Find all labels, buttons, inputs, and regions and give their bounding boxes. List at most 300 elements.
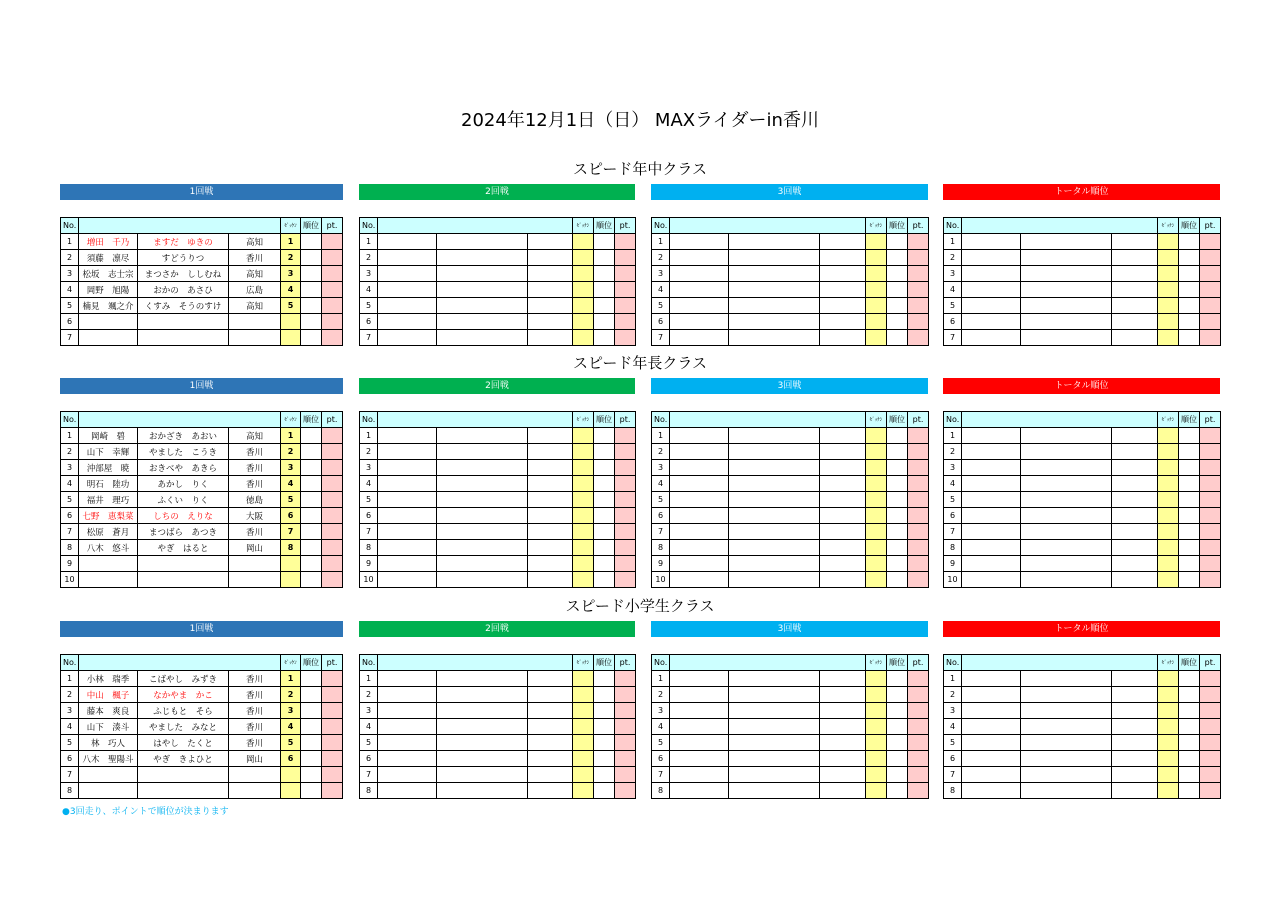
racer-kana: はやし たくと: [138, 735, 229, 751]
table-row: [61, 524, 343, 540]
racer-name: [670, 524, 729, 540]
racer-prefecture: 広島: [229, 282, 281, 298]
racer-name: [962, 444, 1021, 460]
racer-kana: [437, 492, 528, 508]
racer-name: [378, 556, 437, 572]
table-row: [944, 687, 1221, 703]
table-header: [652, 412, 929, 428]
bib-number: [573, 444, 594, 460]
table-row: [944, 282, 1221, 298]
round-1-table: [60, 411, 343, 588]
header-rank: 順位: [1179, 412, 1200, 428]
points-cell: [615, 314, 636, 330]
points-cell: [1200, 508, 1221, 524]
bib-number: [1158, 703, 1179, 719]
rank-cell: [301, 719, 322, 735]
rank-cell: [1179, 428, 1200, 444]
rank-cell: [887, 314, 908, 330]
table-row: [61, 508, 343, 524]
racer-name: [962, 735, 1021, 751]
rank-cell: [594, 234, 615, 250]
racer-name: [962, 524, 1021, 540]
row-number: 10: [944, 572, 962, 588]
points-cell: [615, 492, 636, 508]
racer-prefecture: 香川: [229, 444, 281, 460]
row-number: 7: [61, 524, 79, 540]
points-cell: [322, 266, 343, 282]
row-number: 4: [61, 719, 79, 735]
racer-prefecture: [1112, 572, 1158, 588]
header-rank: 順位: [594, 412, 615, 428]
total-rank-table: [943, 411, 1221, 588]
bib-number: [573, 751, 594, 767]
points-cell: [615, 556, 636, 572]
racer-name: [962, 671, 1021, 687]
racer-name: 山下 湊斗: [79, 719, 138, 735]
header-zekken: ｾﾞｯｹﾝ: [573, 412, 594, 428]
racer-kana: [729, 703, 820, 719]
racer-kana: くすみ そうのすけ: [138, 298, 229, 314]
racer-name: [378, 492, 437, 508]
table-row: [61, 751, 343, 767]
table-row: [652, 751, 929, 767]
points-cell: [1200, 330, 1221, 346]
bib-number: 8: [281, 540, 301, 556]
row-number: 1: [61, 671, 79, 687]
bib-number: [866, 540, 887, 556]
racer-prefecture: [1112, 428, 1158, 444]
round-3-bar: 3回戦: [651, 621, 928, 637]
racer-name: [79, 572, 138, 588]
racer-name: 松坂 志士宗: [79, 266, 138, 282]
points-cell: [322, 751, 343, 767]
table-header: [360, 655, 636, 671]
racer-prefecture: 高知: [229, 266, 281, 282]
bib-number: [866, 572, 887, 588]
rank-cell: [887, 687, 908, 703]
racer-kana: [138, 572, 229, 588]
points-cell: [615, 476, 636, 492]
racer-kana: [1021, 428, 1112, 444]
racer-kana: [437, 540, 528, 556]
racer-name: [962, 540, 1021, 556]
racer-kana: [1021, 735, 1112, 751]
racer-prefecture: [1112, 492, 1158, 508]
points-cell: [322, 330, 343, 346]
bib-number: [1158, 250, 1179, 266]
rank-cell: [1179, 282, 1200, 298]
header-pt: pt.: [908, 412, 929, 428]
table-row: [360, 540, 636, 556]
rank-cell: [1179, 508, 1200, 524]
racer-kana: [1021, 783, 1112, 799]
bib-number: [1158, 767, 1179, 783]
bib-number: [281, 314, 301, 330]
table-header: [360, 412, 636, 428]
racer-name: [962, 428, 1021, 444]
footnote: ●3回走り、ポイントで順位が決まります: [62, 807, 229, 817]
row-number: 5: [360, 735, 378, 751]
table-row: [652, 428, 929, 444]
racer-name: [670, 492, 729, 508]
racer-kana: [729, 556, 820, 572]
bib-number: [866, 751, 887, 767]
racer-name: [378, 428, 437, 444]
bib-number: [866, 767, 887, 783]
bib-number: 1: [281, 671, 301, 687]
round-1-table: [60, 217, 343, 346]
row-number: 5: [652, 735, 670, 751]
table-row: [360, 703, 636, 719]
bib-number: [1158, 556, 1179, 572]
rank-cell: [594, 572, 615, 588]
rank-cell: [301, 428, 322, 444]
points-cell: [1200, 540, 1221, 556]
table-row: [652, 719, 929, 735]
racer-kana: あかし りく: [138, 476, 229, 492]
rank-cell: [594, 314, 615, 330]
round-2-bar: 2回戦: [359, 621, 635, 637]
racer-kana: [437, 444, 528, 460]
row-number: 6: [944, 314, 962, 330]
table-row: [61, 314, 343, 330]
header-pt: pt.: [1200, 412, 1221, 428]
bib-number: [1158, 671, 1179, 687]
rank-cell: [301, 671, 322, 687]
rank-cell: [594, 444, 615, 460]
racer-kana: [138, 314, 229, 330]
table-row: [944, 476, 1221, 492]
table-row: [61, 330, 343, 346]
racer-prefecture: [528, 556, 573, 572]
racer-prefecture: [1112, 508, 1158, 524]
row-number: 7: [944, 524, 962, 540]
row-number: 1: [360, 234, 378, 250]
racer-name: [670, 314, 729, 330]
points-cell: [1200, 556, 1221, 572]
racer-prefecture: [1112, 735, 1158, 751]
racer-prefecture: [229, 572, 281, 588]
table-row: [61, 444, 343, 460]
bib-number: [866, 476, 887, 492]
row-number: 5: [944, 735, 962, 751]
bib-number: [866, 735, 887, 751]
rank-cell: [887, 572, 908, 588]
racer-name: [79, 783, 138, 799]
racer-name: 中山 楓子: [79, 687, 138, 703]
rank-cell: [301, 703, 322, 719]
table-row: [360, 428, 636, 444]
row-number: 3: [944, 703, 962, 719]
row-number: 9: [360, 556, 378, 572]
racer-prefecture: 高知: [229, 428, 281, 444]
table-row: [61, 492, 343, 508]
table-row: [360, 687, 636, 703]
points-cell: [1200, 460, 1221, 476]
points-cell: [322, 767, 343, 783]
rank-cell: [594, 266, 615, 282]
row-number: 4: [652, 282, 670, 298]
row-number: 7: [652, 330, 670, 346]
header-pt: pt.: [908, 655, 929, 671]
points-cell: [615, 524, 636, 540]
row-number: 8: [360, 783, 378, 799]
racer-prefecture: 岡山: [229, 751, 281, 767]
racer-prefecture: [1112, 476, 1158, 492]
racer-kana: おかざき あおい: [138, 428, 229, 444]
racer-prefecture: 香川: [229, 703, 281, 719]
racer-name: [962, 719, 1021, 735]
racer-name: [378, 671, 437, 687]
section-title: スピード年中クラス: [573, 160, 707, 178]
row-number: 6: [944, 508, 962, 524]
racer-kana: [1021, 444, 1112, 460]
racer-kana: [1021, 298, 1112, 314]
points-cell: [908, 671, 929, 687]
rank-cell: [1179, 572, 1200, 588]
bib-number: [1158, 444, 1179, 460]
racer-name: [670, 540, 729, 556]
row-number: 2: [360, 687, 378, 703]
racer-prefecture: [1112, 314, 1158, 330]
racer-prefecture: [820, 671, 866, 687]
header-name: [962, 655, 1158, 671]
table-row: [61, 298, 343, 314]
bib-number: [573, 687, 594, 703]
racer-prefecture: [528, 687, 573, 703]
header-pt: pt.: [1200, 655, 1221, 671]
row-number: 3: [61, 266, 79, 282]
bib-number: [1158, 460, 1179, 476]
points-cell: [1200, 492, 1221, 508]
racer-kana: [729, 460, 820, 476]
header-name: [670, 655, 866, 671]
racer-prefecture: [820, 444, 866, 460]
bib-number: [866, 282, 887, 298]
row-number: 1: [944, 671, 962, 687]
bib-number: 5: [281, 298, 301, 314]
header-zekken: ｾﾞｯｹﾝ: [573, 218, 594, 234]
racer-kana: [729, 428, 820, 444]
points-cell: [615, 572, 636, 588]
racer-prefecture: 香川: [229, 250, 281, 266]
round-3-table: [651, 411, 929, 588]
section-title: スピード小学生クラス: [565, 597, 715, 615]
row-number: 3: [360, 460, 378, 476]
racer-name: [670, 687, 729, 703]
racer-kana: ふくい りく: [138, 492, 229, 508]
bib-number: [1158, 476, 1179, 492]
racer-prefecture: [528, 671, 573, 687]
round-3-bar: 3回戦: [651, 184, 928, 200]
racer-kana: やました こうき: [138, 444, 229, 460]
table-row: [944, 524, 1221, 540]
table-row: [944, 314, 1221, 330]
rank-cell: [594, 508, 615, 524]
rank-cell: [1179, 314, 1200, 330]
racer-name: 岡野 旭陽: [79, 282, 138, 298]
rank-cell: [1179, 767, 1200, 783]
bib-number: [1158, 298, 1179, 314]
bib-number: [573, 556, 594, 572]
rank-cell: [301, 282, 322, 298]
table-row: [652, 783, 929, 799]
table-row: [652, 508, 929, 524]
points-cell: [615, 735, 636, 751]
header-zekken: ｾﾞｯｹﾝ: [866, 218, 887, 234]
racer-prefecture: [820, 476, 866, 492]
points-cell: [322, 719, 343, 735]
row-number: 7: [360, 767, 378, 783]
row-number: 2: [652, 250, 670, 266]
rank-cell: [594, 703, 615, 719]
header-name: [670, 218, 866, 234]
racer-kana: [1021, 266, 1112, 282]
racer-kana: [138, 556, 229, 572]
racer-name: [962, 234, 1021, 250]
racer-name: [378, 266, 437, 282]
table-row: [944, 508, 1221, 524]
points-cell: [322, 524, 343, 540]
racer-prefecture: [229, 783, 281, 799]
racer-kana: [1021, 460, 1112, 476]
racer-prefecture: [528, 234, 573, 250]
racer-name: [962, 298, 1021, 314]
table-row: [61, 783, 343, 799]
points-cell: [322, 508, 343, 524]
racer-name: [378, 540, 437, 556]
racer-name: [670, 751, 729, 767]
racer-kana: [437, 735, 528, 751]
round-3-table: [651, 217, 929, 346]
racer-prefecture: [1112, 330, 1158, 346]
bib-number: [573, 314, 594, 330]
bib-number: 1: [281, 234, 301, 250]
bib-number: [1158, 330, 1179, 346]
table-row: [944, 556, 1221, 572]
table-row: [360, 250, 636, 266]
table-row: [360, 234, 636, 250]
racer-prefecture: [820, 687, 866, 703]
row-number: 5: [944, 492, 962, 508]
racer-name: [79, 556, 138, 572]
racer-name: [670, 508, 729, 524]
rank-cell: [301, 298, 322, 314]
bib-number: 2: [281, 687, 301, 703]
racer-kana: [729, 282, 820, 298]
row-number: 6: [61, 508, 79, 524]
points-cell: [908, 492, 929, 508]
racer-prefecture: [820, 719, 866, 735]
table-row: [360, 444, 636, 460]
total-rank-bar: トータル順位: [943, 621, 1220, 637]
racer-name: 松原 蒼月: [79, 524, 138, 540]
racer-kana: [437, 751, 528, 767]
racer-kana: [138, 330, 229, 346]
bib-number: [866, 687, 887, 703]
points-cell: [908, 330, 929, 346]
racer-kana: [437, 266, 528, 282]
points-cell: [615, 298, 636, 314]
table-row: [360, 314, 636, 330]
racer-name: 福井 理巧: [79, 492, 138, 508]
racer-kana: [729, 671, 820, 687]
bib-number: [573, 428, 594, 444]
points-cell: [322, 572, 343, 588]
rank-cell: [887, 556, 908, 572]
table-row: [652, 671, 929, 687]
rank-cell: [1179, 687, 1200, 703]
racer-name: 小林 瑞季: [79, 671, 138, 687]
rank-cell: [887, 298, 908, 314]
racer-name: 林 巧人: [79, 735, 138, 751]
racer-prefecture: [820, 330, 866, 346]
table-row: [360, 572, 636, 588]
table-row: [944, 572, 1221, 588]
rank-cell: [301, 330, 322, 346]
header-rank: 順位: [594, 218, 615, 234]
racer-prefecture: [820, 540, 866, 556]
rank-cell: [594, 330, 615, 346]
racer-name: [378, 460, 437, 476]
row-number: 3: [944, 460, 962, 476]
page-title: 2024年12月1日（日） MAXライダーin香川: [461, 110, 819, 131]
table-row: [944, 266, 1221, 282]
bib-number: 5: [281, 735, 301, 751]
racer-kana: [729, 508, 820, 524]
racer-prefecture: [528, 266, 573, 282]
points-cell: [615, 783, 636, 799]
header-pt: pt.: [322, 412, 343, 428]
bib-number: 4: [281, 282, 301, 298]
racer-kana: おきべや あきら: [138, 460, 229, 476]
racer-kana: [138, 767, 229, 783]
points-cell: [322, 492, 343, 508]
table-row: [360, 282, 636, 298]
racer-prefecture: [1112, 687, 1158, 703]
rank-cell: [594, 524, 615, 540]
racer-kana: [729, 476, 820, 492]
bib-number: [573, 250, 594, 266]
bib-number: [866, 508, 887, 524]
points-cell: [1200, 444, 1221, 460]
table-row: [652, 703, 929, 719]
row-number: 1: [652, 428, 670, 444]
points-cell: [908, 476, 929, 492]
row-number: 8: [61, 540, 79, 556]
rank-cell: [1179, 671, 1200, 687]
table-row: [360, 460, 636, 476]
table-row: [652, 330, 929, 346]
header-rank: 順位: [887, 655, 908, 671]
table-row: [360, 492, 636, 508]
racer-prefecture: 香川: [229, 735, 281, 751]
header-zekken: ｾﾞｯｹﾝ: [281, 655, 301, 671]
round-2-table: [359, 217, 636, 346]
row-number: 1: [61, 428, 79, 444]
points-cell: [1200, 572, 1221, 588]
round-1-bar: 1回戦: [60, 378, 343, 394]
round-2-table: [359, 654, 636, 799]
racer-prefecture: [528, 572, 573, 588]
rank-cell: [301, 250, 322, 266]
points-cell: [1200, 524, 1221, 540]
points-cell: [1200, 751, 1221, 767]
row-number: 7: [944, 330, 962, 346]
bib-number: [1158, 282, 1179, 298]
rank-cell: [301, 767, 322, 783]
racer-name: [962, 508, 1021, 524]
